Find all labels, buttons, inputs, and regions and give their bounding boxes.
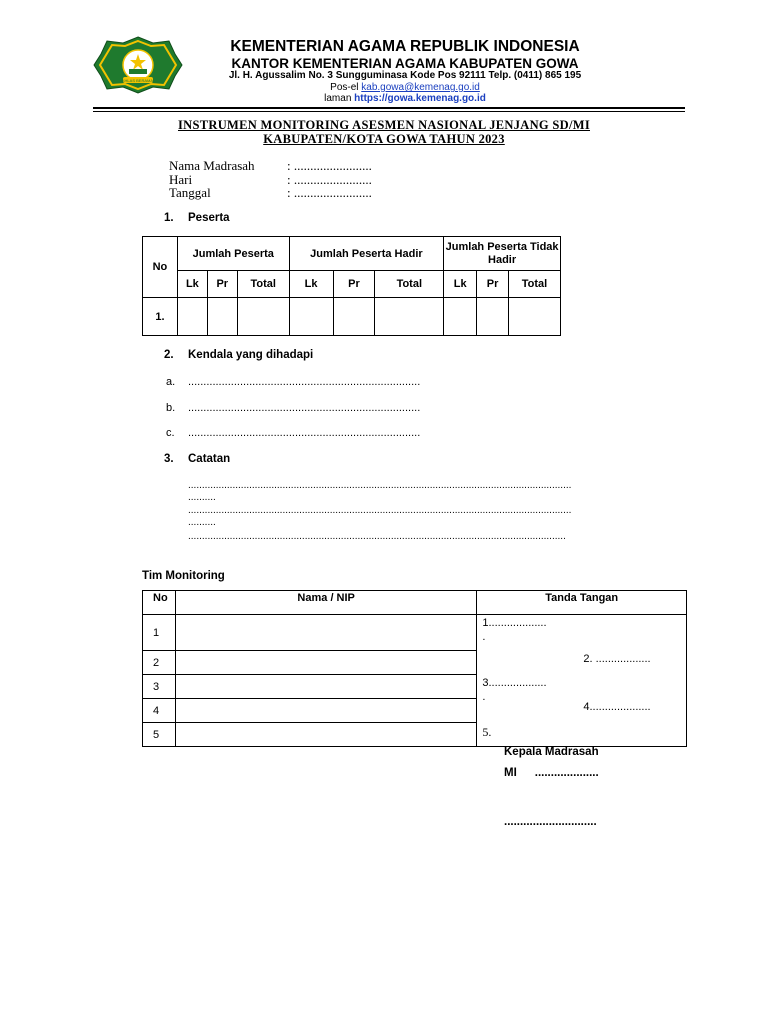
field-tanggal bbox=[169, 185, 372, 201]
row-no: 5 bbox=[143, 723, 176, 747]
cell-total[interactable] bbox=[237, 298, 289, 336]
section-title: Catatan bbox=[188, 453, 231, 465]
item-letter: b. bbox=[166, 402, 176, 414]
letterhead-rule-thin bbox=[93, 111, 685, 112]
section-number: 1. bbox=[164, 212, 174, 224]
field-value: : ........................ bbox=[287, 172, 372, 187]
header-jumlah-tidak-hadir: Jumlah Peserta Tidak Hadir bbox=[444, 237, 561, 271]
email-prefix: Pos-el bbox=[330, 82, 362, 93]
signature-slot-3: 3................... bbox=[482, 677, 547, 689]
header-pr: Pr bbox=[477, 271, 509, 298]
kepala-signature-line: ............................. bbox=[504, 816, 597, 828]
item-letter: a. bbox=[166, 376, 176, 388]
row-no: 1 bbox=[143, 615, 176, 651]
office-web-line bbox=[190, 93, 620, 104]
office-name: KANTOR KEMENTERIAN AGAMA KABUPATEN GOWA bbox=[231, 56, 579, 71]
header-pr: Pr bbox=[333, 271, 375, 298]
kendala-item-b bbox=[166, 402, 420, 414]
mi-label: MI bbox=[504, 767, 517, 779]
cell-tanda-tangan[interactable] bbox=[477, 615, 687, 747]
row-no: 3 bbox=[143, 675, 176, 699]
kendala-item-c bbox=[166, 427, 420, 439]
catatan-line: .......................................................................................................................................... bbox=[188, 505, 572, 516]
row-no: 2 bbox=[143, 651, 176, 675]
header-lk: Lk bbox=[289, 271, 333, 298]
kepala-mi-line bbox=[504, 767, 599, 779]
section-title: Peserta bbox=[188, 212, 230, 224]
catatan-line: .......... bbox=[188, 517, 216, 528]
catatan-line: .......................................................................................................................................... bbox=[188, 480, 572, 491]
header-no: No bbox=[143, 591, 176, 615]
section-title: Kendala yang dihadapi bbox=[188, 349, 314, 361]
section-kendala-heading bbox=[164, 349, 313, 361]
tim-monitoring-table bbox=[142, 590, 687, 747]
kepala-madrasah-title: Kepala Madrasah bbox=[504, 746, 599, 758]
cell-pr[interactable] bbox=[333, 298, 375, 336]
signature-slot-3-dot: . bbox=[482, 691, 486, 703]
section-peserta-heading bbox=[164, 212, 230, 224]
field-label: Nama Madrasah bbox=[169, 158, 255, 173]
signature-slot-1-dot: . bbox=[482, 631, 486, 643]
row-no: 4 bbox=[143, 699, 176, 723]
header-total: Total bbox=[237, 271, 289, 298]
header-total: Total bbox=[509, 271, 561, 298]
header-jumlah-peserta: Jumlah Peserta bbox=[177, 237, 289, 271]
cell-pr[interactable] bbox=[207, 298, 237, 336]
cell-pr[interactable] bbox=[477, 298, 509, 336]
header-pr: Pr bbox=[207, 271, 237, 298]
header-lk: Lk bbox=[177, 271, 207, 298]
header-lk: Lk bbox=[444, 271, 477, 298]
logo-motto: IKHLAS BERAMAL bbox=[120, 78, 156, 83]
cell-nama[interactable] bbox=[175, 723, 476, 747]
email-link[interactable]: kab.gowa@kemenag.go.id bbox=[361, 82, 480, 93]
document-title-line1: INSTRUMEN MONITORING ASESMEN NASIONAL JENJANG SD/MI bbox=[177, 118, 590, 132]
signature-slot-5: 5. bbox=[482, 725, 492, 739]
section-catatan-heading bbox=[164, 453, 230, 465]
web-link[interactable]: https://gowa.kemenag.go.id bbox=[354, 93, 486, 104]
cell-nama[interactable] bbox=[175, 651, 476, 675]
tim-monitoring-label: Tim Monitoring bbox=[142, 570, 225, 582]
office-address: Jl. H. Agussalim No. 3 Sungguminasa Kode Pos 92111 Telp. (0411) 865 195 bbox=[228, 70, 582, 81]
header-total: Total bbox=[375, 271, 444, 298]
cell-total[interactable] bbox=[375, 298, 444, 336]
field-value: : ........................ bbox=[287, 158, 372, 173]
cell-nama[interactable] bbox=[175, 615, 476, 651]
cell-lk[interactable] bbox=[177, 298, 207, 336]
cell-nama[interactable] bbox=[175, 675, 476, 699]
signature-slot-4: 4.................... bbox=[583, 701, 651, 713]
cell-lk[interactable] bbox=[289, 298, 333, 336]
document-title-line2: KABUPATEN/KOTA GOWA TAHUN 2023 bbox=[263, 132, 505, 146]
header-jumlah-hadir: Jumlah Peserta Hadir bbox=[289, 237, 444, 271]
cell-total[interactable] bbox=[509, 298, 561, 336]
header-tanda-tangan: Tanda Tangan bbox=[477, 591, 687, 615]
header-nama-nip: Nama / NIP bbox=[175, 591, 476, 615]
web-prefix: laman bbox=[324, 93, 355, 104]
header-no: No bbox=[143, 237, 178, 298]
kemenag-logo bbox=[93, 36, 183, 94]
ministry-name: KEMENTERIAN AGAMA REPUBLIK INDONESIA bbox=[230, 38, 580, 55]
letterhead-rule-thick bbox=[93, 107, 685, 109]
signature-slot-1: 1................... bbox=[482, 617, 547, 629]
item-dots: ............................................................................ bbox=[188, 402, 421, 414]
item-dots: ............................................................................ bbox=[188, 427, 421, 439]
catatan-line: .......... bbox=[188, 492, 216, 503]
mi-dots: .................... bbox=[534, 767, 599, 779]
cell-lk[interactable] bbox=[444, 298, 477, 336]
signature-slot-2: 2. .................. bbox=[583, 653, 651, 665]
peserta-table bbox=[142, 236, 561, 336]
row-no: 1. bbox=[143, 298, 178, 336]
office-email-line bbox=[190, 82, 620, 93]
catatan-line: ........................................................................................................................................ bbox=[188, 531, 566, 542]
field-label: Tanggal bbox=[169, 185, 211, 200]
section-number: 2. bbox=[164, 349, 174, 361]
item-dots: ............................................................................ bbox=[188, 376, 421, 388]
section-number: 3. bbox=[164, 453, 174, 465]
field-value: : ........................ bbox=[287, 185, 372, 200]
cell-nama[interactable] bbox=[175, 699, 476, 723]
field-label: Hari bbox=[169, 172, 193, 187]
kendala-item-a bbox=[166, 376, 420, 388]
item-letter: c. bbox=[166, 427, 175, 439]
